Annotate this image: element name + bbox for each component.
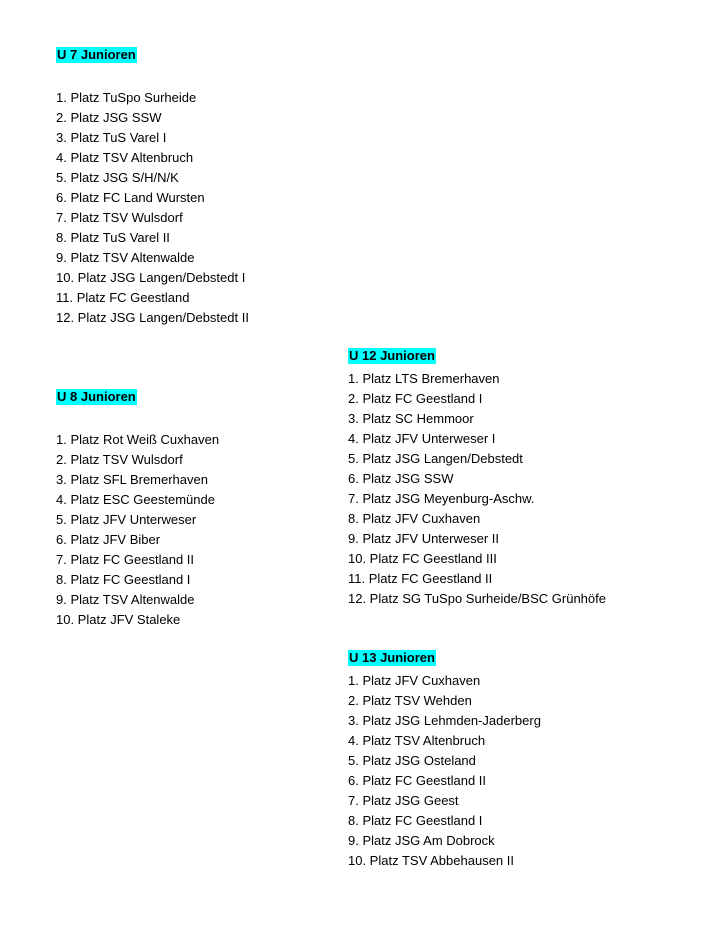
list-item: 6. Platz FC Geestland II: [348, 773, 487, 788]
section-heading: U 13 Junioren: [349, 650, 435, 665]
list-item: 10. Platz JFV Staleke: [56, 612, 181, 627]
list-item: 9. Platz JFV Unterweser II: [348, 531, 499, 546]
list-item: 1. Platz TuSpo Surheide: [56, 90, 197, 105]
list-item: 8. Platz FC Geestland I: [348, 813, 483, 828]
list-item: 3. Platz SFL Bremerhaven: [56, 472, 208, 487]
list-item: 11. Platz FC Geestland II: [348, 571, 493, 586]
list-item: 1. Platz JFV Cuxhaven: [348, 673, 481, 688]
list-item: 5. Platz JFV Unterweser: [56, 512, 197, 527]
list-item: 4. Platz TSV Altenbruch: [56, 150, 194, 165]
ranking-list: [348, 671, 541, 871]
list-item: 9. Platz TSV Altenwalde: [56, 592, 195, 607]
list-item: 12. Platz JSG Langen/Debstedt II: [56, 310, 249, 325]
list-item: 6. Platz JSG SSW: [348, 471, 454, 486]
list-item: 8. Platz TuS Varel II: [56, 230, 170, 245]
list-item: 7. Platz JSG Meyenburg-Aschw.: [348, 491, 535, 506]
list-item: 4. Platz TSV Altenbruch: [348, 733, 486, 748]
list-item: 3. Platz SC Hemmoor: [348, 411, 474, 426]
list-item: 10. Platz FC Geestland III: [348, 551, 497, 566]
list-item: 4. Platz JFV Unterweser I: [348, 431, 496, 446]
section-heading: U 7 Junioren: [57, 47, 136, 62]
list-item: 2. Platz TSV Wehden: [348, 693, 472, 708]
list-item: 3. Platz TuS Varel I: [56, 130, 167, 145]
list-item: 10. Platz JSG Langen/Debstedt I: [56, 270, 246, 285]
section-heading: U 8 Junioren: [57, 389, 136, 404]
list-item: 6. Platz JFV Biber: [56, 532, 161, 547]
list-item: 9. Platz JSG Am Dobrock: [348, 833, 495, 848]
list-item: 9. Platz TSV Altenwalde: [56, 250, 195, 265]
section-u7-junioren: [56, 46, 249, 328]
list-item: 5. Platz JSG S/H/N/K: [56, 170, 179, 185]
list-item: 7. Platz FC Geestland II: [56, 552, 195, 567]
list-item: 8. Platz FC Geestland I: [56, 572, 191, 587]
list-item: 8. Platz JFV Cuxhaven: [348, 511, 481, 526]
ranking-list: [348, 369, 606, 609]
list-item: 2. Platz FC Geestland I: [348, 391, 483, 406]
list-item: 11. Platz FC Geestland: [56, 290, 190, 305]
list-item: 4. Platz ESC Geestemünde: [56, 492, 215, 507]
section-u13-junioren: [348, 649, 541, 871]
list-item: 12. Platz SG TuSpo Surheide/BSC Grünhöfe: [348, 591, 606, 606]
list-item: 7. Platz JSG Geest: [348, 793, 459, 808]
list-item: 10. Platz TSV Abbehausen II: [348, 853, 514, 868]
list-item: 5. Platz JSG Langen/Debstedt: [348, 451, 523, 466]
section-u8-junioren: [56, 388, 219, 630]
list-item: 6. Platz FC Land Wursten: [56, 190, 205, 205]
section-heading: U 12 Junioren: [349, 348, 435, 363]
list-item: 1. Platz Rot Weiß Cuxhaven: [56, 432, 220, 447]
ranking-list: [56, 88, 249, 328]
list-item: 3. Platz JSG Lehmden-Jaderberg: [348, 713, 541, 728]
list-item: 1. Platz LTS Bremerhaven: [348, 371, 500, 386]
list-item: 2. Platz TSV Wulsdorf: [56, 452, 183, 467]
list-item: 2. Platz JSG SSW: [56, 110, 162, 125]
ranking-list: [56, 430, 219, 630]
section-u12-junioren: [348, 347, 606, 609]
list-item: 7. Platz TSV Wulsdorf: [56, 210, 183, 225]
list-item: 5. Platz JSG Osteland: [348, 753, 476, 768]
